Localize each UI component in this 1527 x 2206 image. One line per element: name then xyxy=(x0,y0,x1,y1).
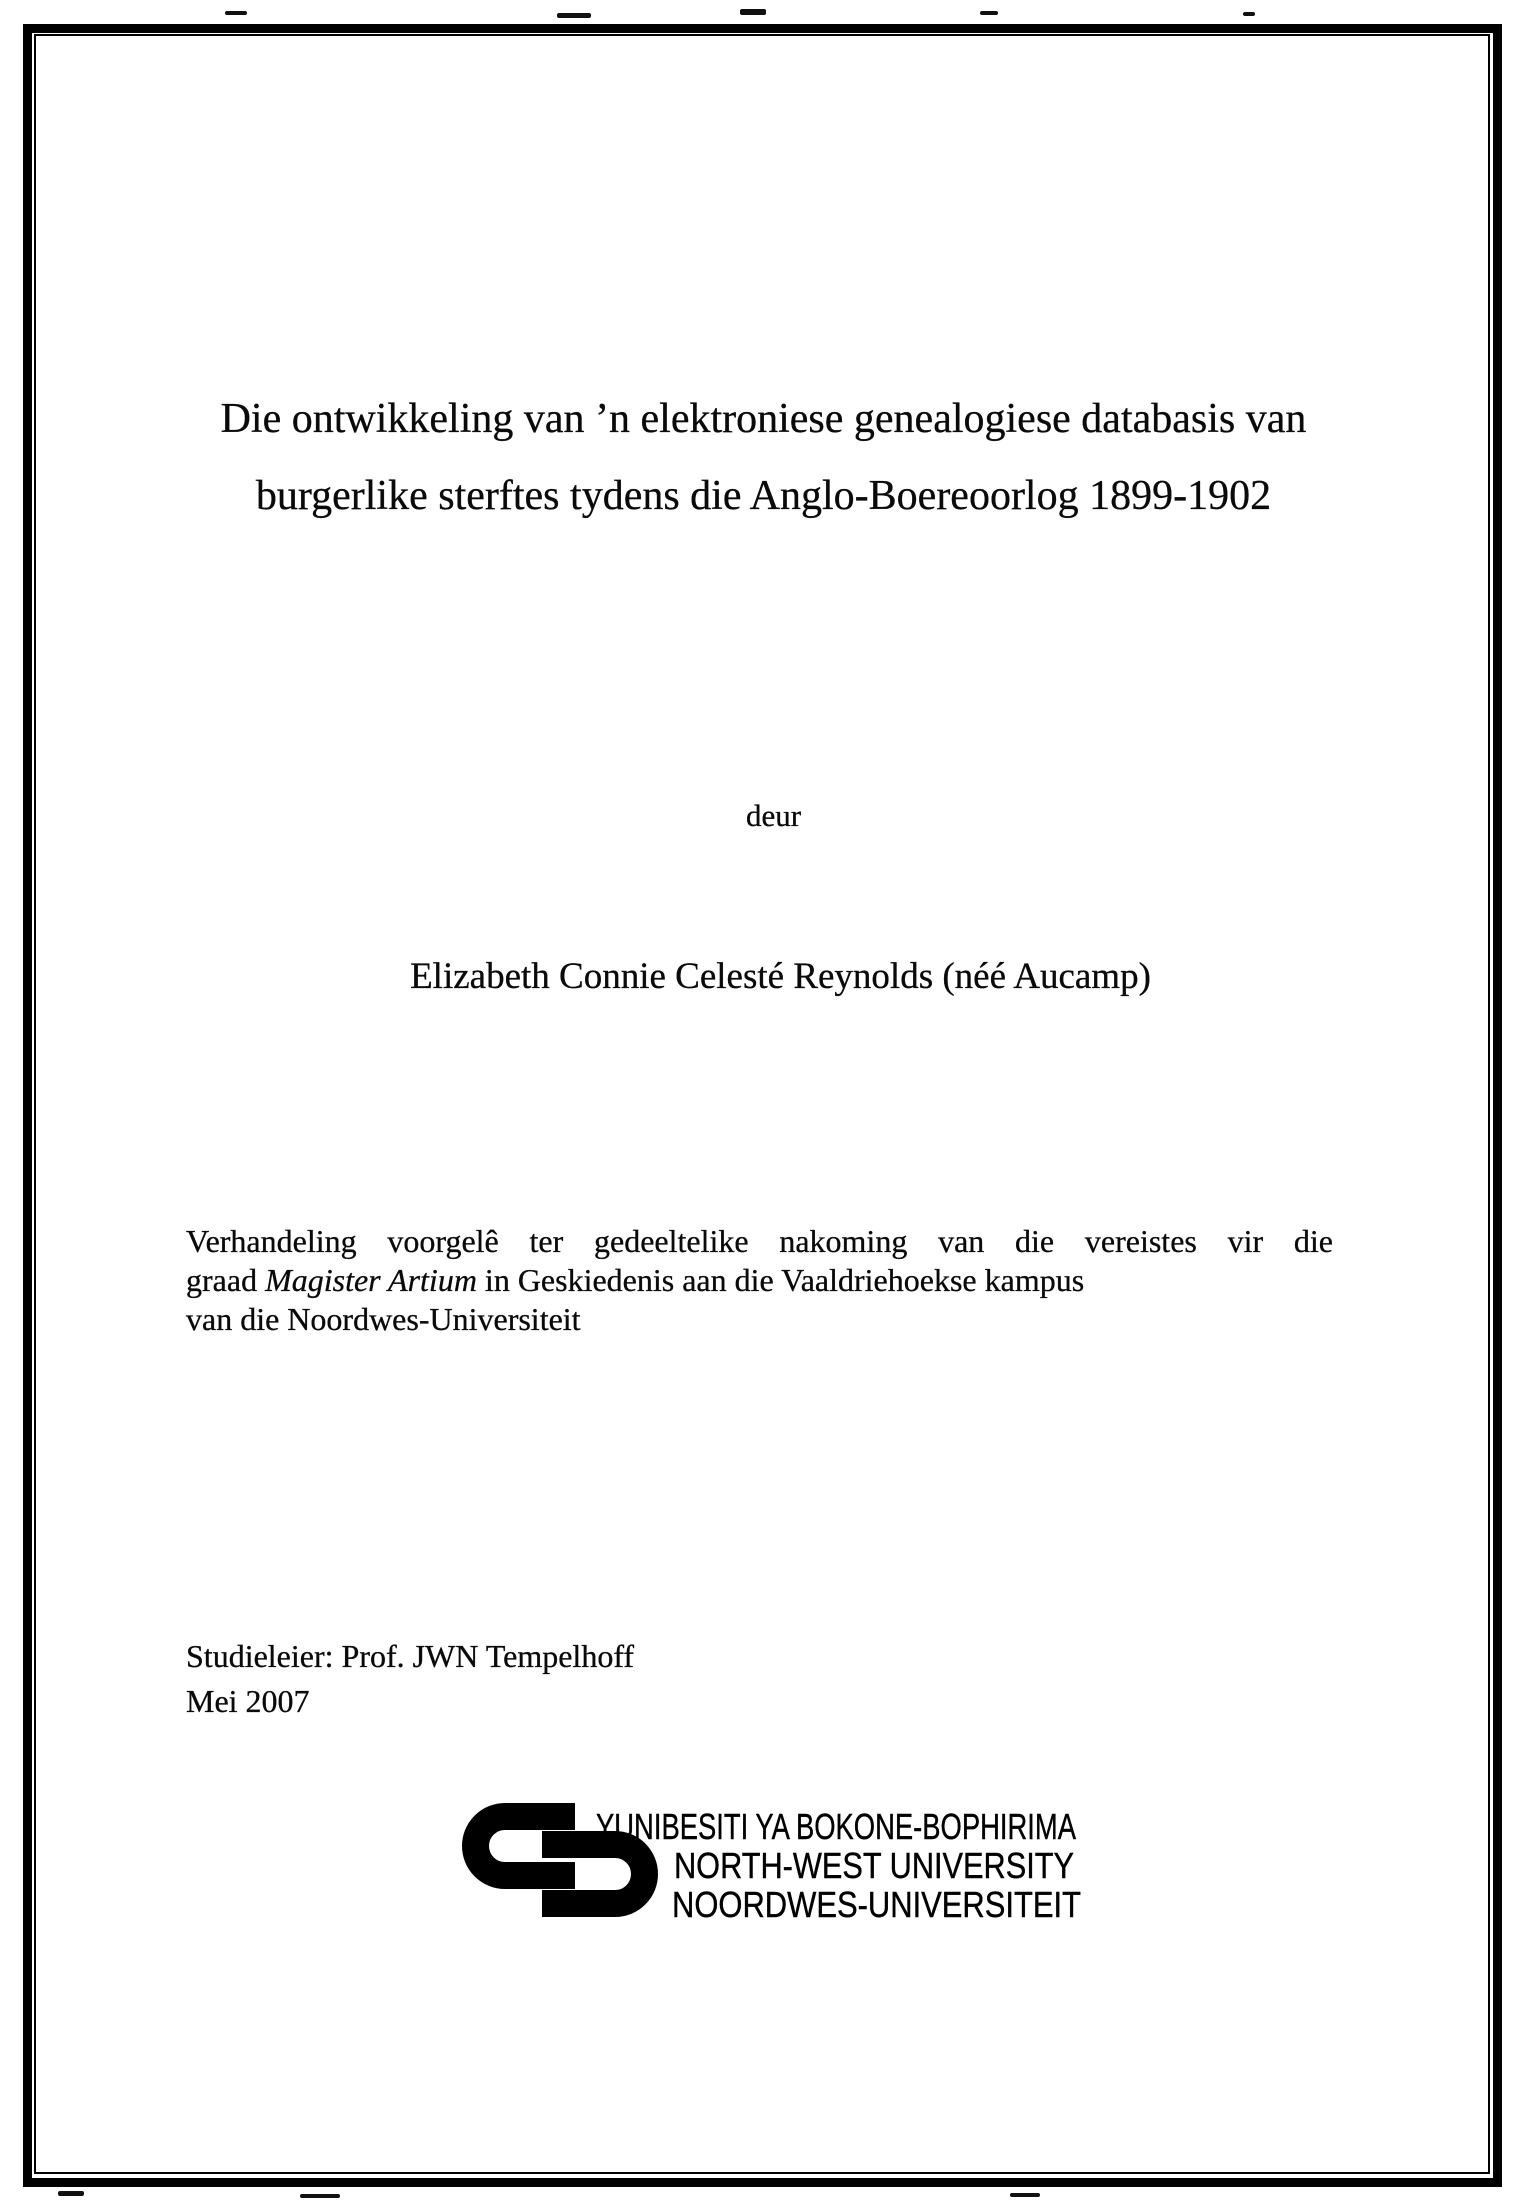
thesis-title-line-1: Die ontwikkeling van ’n elektroniese genealogiese databasis van xyxy=(220,396,1307,442)
degree-statement-line-2 xyxy=(186,1261,1366,1300)
byline-label: deur xyxy=(745,798,802,833)
scan-speck xyxy=(58,2191,84,2196)
degree-statement-line-1: Verhandeling voorgelê ter gedeeltelike nakoming van die vereistes vir die xyxy=(186,1223,1333,1259)
author-name: Elizabeth Connie Celesté Reynolds (néé Aucamp) xyxy=(410,956,1151,997)
scan-speck xyxy=(557,13,591,18)
degree-line2-post: in Geskiedenis aan die Vaaldriehoekse kampus xyxy=(476,1262,1085,1298)
scan-speck xyxy=(300,2194,340,2198)
supervisor-block xyxy=(186,1634,634,1724)
date-line: Mei 2007 xyxy=(186,1683,310,1719)
supervisor-line: Studieleier: Prof. JWN Tempelhoff xyxy=(186,1638,635,1674)
degree-line2-pre: graad xyxy=(186,1262,266,1298)
logo-text-afrikaans: NOORDWES-UNIVERSITEIT xyxy=(672,1884,1081,1925)
thesis-title-line-2: burgerlike sterftes tydens die Anglo-Boereoorlog 1899-1902 xyxy=(255,473,1272,519)
scan-speck xyxy=(225,11,247,15)
degree-statement xyxy=(186,1222,1366,1339)
degree-statement-line-3: van die Noordwes-Universiteit xyxy=(186,1301,581,1337)
logo-text-setswana: YUNIBESITI YA BOKONE-BOPHIRIMA xyxy=(596,1806,1076,1847)
scan-speck xyxy=(980,11,998,15)
degree-name-italic: Magister Artium xyxy=(265,1262,477,1298)
scan-speck xyxy=(740,9,766,15)
logo-text-english: NORTH-WEST UNIVERSITY xyxy=(674,1845,1074,1886)
thesis-title xyxy=(0,381,1527,535)
scan-speck xyxy=(1010,2193,1040,2197)
scan-speck xyxy=(1243,12,1255,16)
